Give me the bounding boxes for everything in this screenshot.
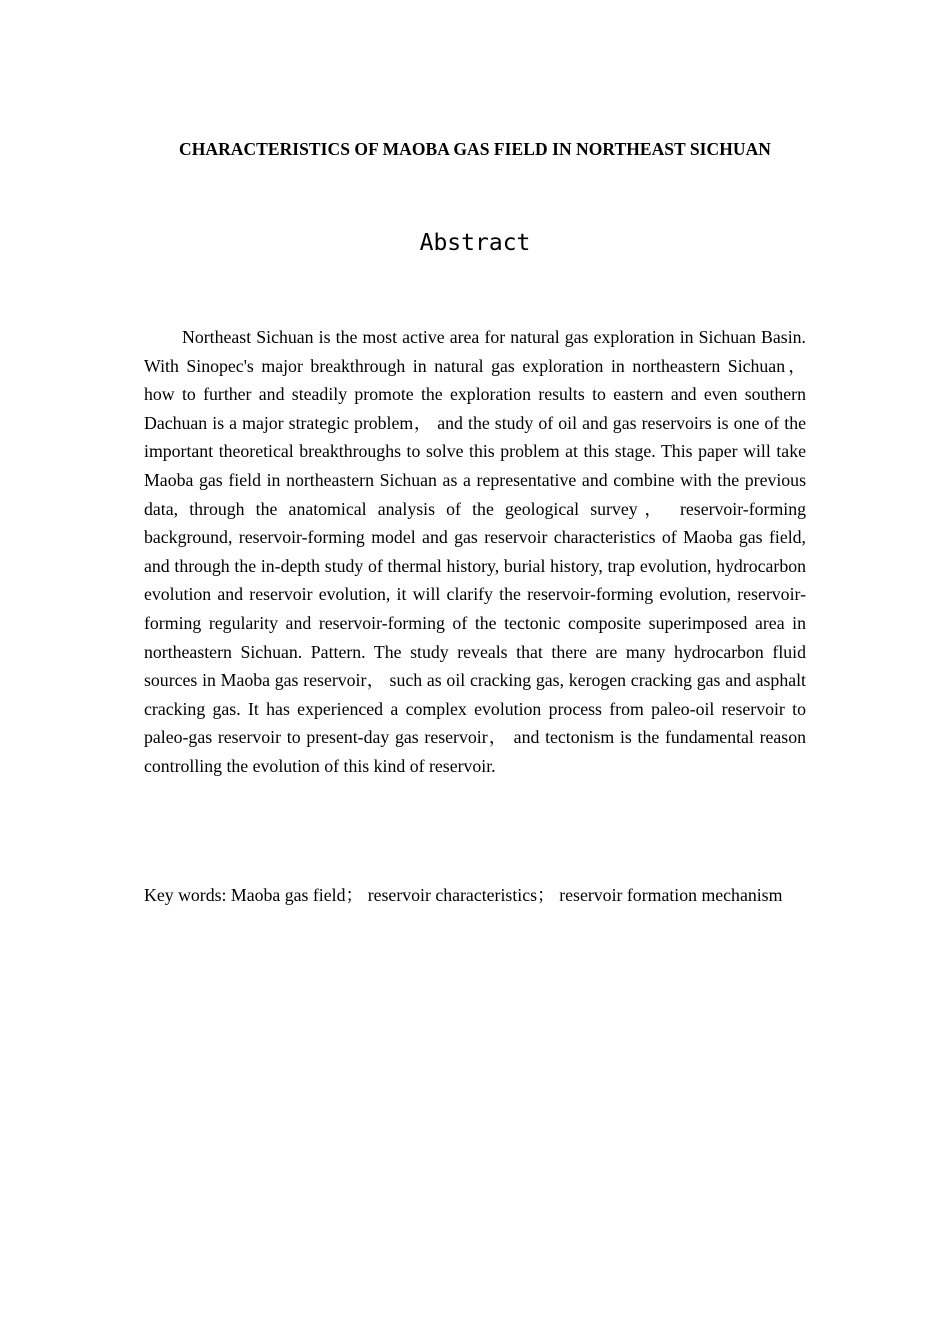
paper-title: CHARACTERISTICS OF MAOBA GAS FIELD IN NORTHEAST SICHUAN	[179, 139, 771, 159]
abstract-heading: Abstract	[419, 230, 531, 256]
abstract-paragraph: Northeast Sichuan is the most active area for natural gas exploration in Sichuan Basin. With Sinopec's major breakthrough in natural gas exploration in northeastern Sichuan， how to further and steadily promote the exploration results to eastern and even southern Dachuan is a major strategic problem， and the study of oil and gas reservoirs is one of the important theoretical breakthroughs to solve this problem at this stage. This paper will take Maoba gas field in northeastern Sichuan as a representative and combine with the previous data, through the anatomical analysis of the geological survey， reservoir-forming background, reservoir-forming model and gas reservoir characteristics of Maoba gas field, and through the in-depth study of thermal history, burial history, trap evolution, hydrocarbon evolution and reservoir evolution, it will clarify the reservoir-forming evolution, reservoir-forming regularity and reservoir-forming of the tectonic composite superimposed area in northeastern Sichuan. Pattern. The study reveals that there are many hydrocarbon fluid sources in Maoba gas reservoir， such as oil cracking gas, kerogen cracking gas and asphalt cracking gas. It has experienced a complex evolution process from paleo-oil reservoir to paleo-gas reservoir to present-day gas reservoir， and tectonism is the fundamental reason controlling the evolution of this kind of reservoir.	[144, 327, 806, 776]
keywords-line: Key words: Maoba gas field； reservoir characteristics； reservoir formation mechanism	[144, 885, 783, 905]
